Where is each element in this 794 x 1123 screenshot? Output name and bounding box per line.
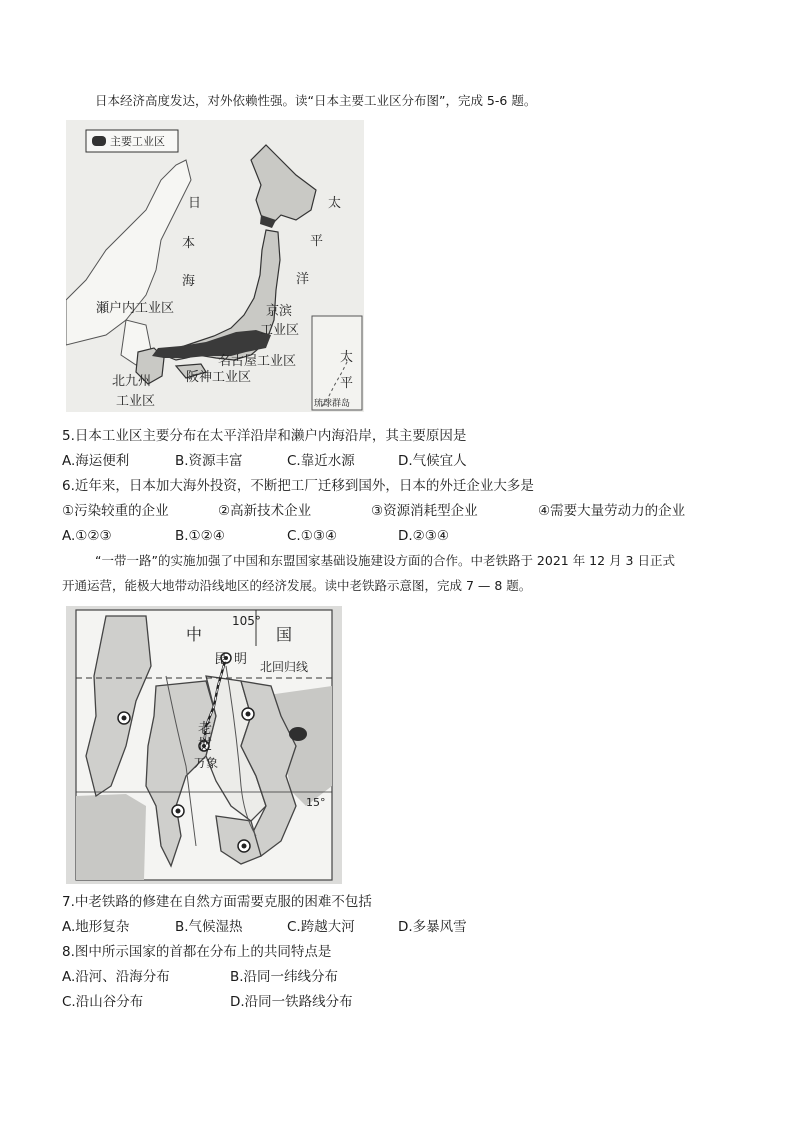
longitude-105-label: 105° [232, 614, 261, 628]
nagoya-label: 名古屋工业区 [218, 354, 297, 369]
q5-option-a: A.海运便利 [62, 453, 130, 469]
pacific-char-2: 平 [310, 234, 324, 249]
kitakyushu-label-1: 北九州 [112, 374, 152, 389]
vientiane-label: 万象 [194, 756, 219, 770]
sea-of-japan-char-3: 海 [182, 274, 196, 289]
inset-pacific-char-2: 平 [340, 376, 354, 391]
q8-option-b: B.沿同一纬线分布 [230, 969, 339, 985]
china-label-char-2: 国 [276, 625, 293, 644]
laos-label-2: 挝 [198, 737, 212, 753]
q6-item-2: ②高新技术企业 [218, 503, 312, 519]
inset-pacific-char-1: 太 [340, 350, 354, 365]
sea-of-japan-char-2: 本 [182, 236, 196, 251]
keihin-label-2: 工业区 [260, 323, 300, 338]
q6-option-d: D.②③④ [398, 528, 449, 544]
legend-label: 主要工业区 [110, 135, 165, 148]
q5-stem: 5.日本工业区主要分布在太平洋沿岸和濑户内海沿岸，其主要原因是 [62, 428, 467, 444]
q6-item-3: ③资源消耗型企业 [371, 503, 478, 519]
q6-option-b: B.①②④ [175, 528, 225, 544]
ryukyu-label: 琉球群岛 [314, 399, 351, 409]
japan-industrial-map [66, 120, 364, 412]
kunming-label-1: 昆 [214, 652, 228, 667]
q7-option-b: B.气候湿热 [175, 919, 243, 935]
q8-stem: 8.图中所示国家的首都在分布上的共同特点是 [62, 944, 332, 960]
q7-option-c: C.跨越大河 [287, 919, 355, 935]
q7-option-a: A.地形复杂 [62, 919, 130, 935]
q7-stem: 7.中老铁路的修建在自然方面需要克服的困难不包括 [62, 894, 372, 910]
sea-of-japan-char-1: 日 [188, 196, 202, 211]
setouchi-label: 瀬户内工业区 [96, 301, 175, 316]
pacific-char-3: 洋 [296, 272, 310, 287]
kunming-label-2: 明 [234, 652, 248, 667]
q6-item-4: ④需要大量劳动力的企业 [538, 503, 686, 519]
pacific-char-1: 太 [328, 196, 342, 211]
keihin-label-1: 京滨 [266, 304, 293, 319]
laos-label-1: 老 [198, 721, 212, 737]
hanshin-label: 阪神工业区 [186, 370, 252, 385]
china-label-char-1: 中 [186, 625, 203, 644]
latitude-15-label: 15° [306, 796, 326, 809]
q8-option-d: D.沿同一铁路线分布 [230, 994, 353, 1010]
q5-option-b: B.资源丰富 [175, 453, 243, 469]
q8-option-a: A.沿河、沿海分布 [62, 969, 170, 985]
intro-japan: 日本经济高度发达，对外依赖性强。读“日本主要工业区分布图”，完成 5-6 题。 [95, 93, 537, 108]
intro-china-laos-1: “一带一路”的实施加强了中国和东盟国家基础设施建设方面的合作。中老铁路于 2021 年 12 月 3 日正式 [95, 553, 675, 568]
q6-option-a: A.①②③ [62, 528, 112, 544]
q5-option-c: C.靠近水源 [287, 453, 355, 469]
q7-option-d: D.多暴风雪 [398, 919, 467, 935]
tropic-of-cancer-label: 北回归线 [260, 660, 309, 674]
china-laos-railway-map [66, 606, 342, 884]
intro-china-laos-2: 开通运营，能极大地带动沿线地区的经济发展。读中老铁路示意图，完成 7 — 8 题。 [62, 578, 532, 593]
kitakyushu-label-2: 工业区 [116, 394, 156, 409]
q6-stem: 6.近年来，日本加大海外投资，不断把工厂迁移到国外，日本的外迁企业大多是 [62, 478, 534, 494]
q8-option-c: C.沿山谷分布 [62, 994, 144, 1010]
q6-option-c: C.①③④ [287, 528, 338, 544]
q6-item-1: ①污染较重的企业 [62, 503, 169, 519]
q5-option-d: D.气候宜人 [398, 453, 467, 469]
